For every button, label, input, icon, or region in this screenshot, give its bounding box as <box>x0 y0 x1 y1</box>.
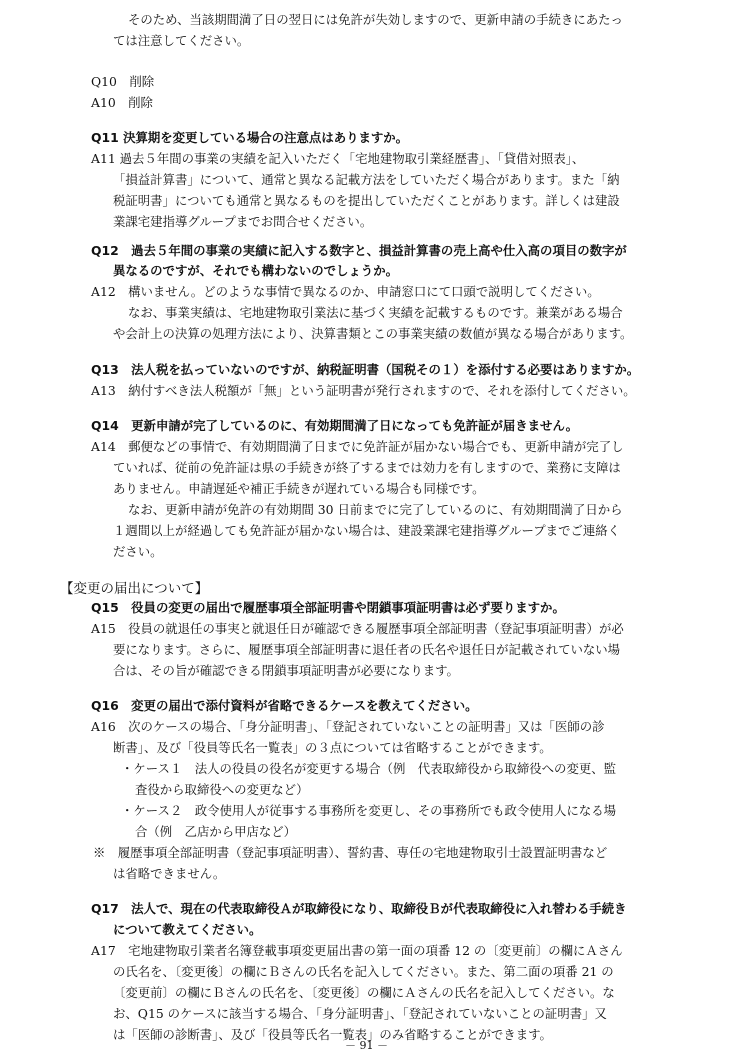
q17-question-line: について教えてください。 <box>113 922 262 937</box>
q15-answer-line: 合は、その旨が確認できる閉鎖事項証明書が必要になります。 <box>113 663 459 678</box>
intro-line: ては注意してください。 <box>113 33 250 48</box>
q17-answer-line: お、Q15 のケースに該当する場合、「身分証明書」、「登記されていないことの証明書」又 <box>113 1006 607 1021</box>
q10-answer: A10 削除 <box>91 95 153 110</box>
q15-answer-line: A15 役員の就退任の事実と就退任日が確認できる履歴事項全部証明書（登記事項証明書）が必 <box>91 621 624 636</box>
q16-note-line: ※ 履歴事項全部証明書（登記事項証明書）、誓約書、専任の宅地建物取引士設置証明書など <box>93 845 608 860</box>
q16-case-line: ・ケース２ 政令使用人が従事する事務所を変更し、その事務所でも政令使用人になる場 <box>121 803 617 818</box>
q11-answer-line: 業課宅建指導グループまでお問合せください。 <box>113 214 373 229</box>
q14-answer-line: １週間以上が経過しても免許証が届かない場合は、建設業課宅建指導グループまでご連絡く <box>113 523 621 538</box>
q13-answer: A13 納付すべき法人税額が「無」という証明書が発行されますので、それを添付してください。 <box>91 383 636 398</box>
q16-question: Q16 変更の届出で添付資料が省略できるケースを教えてください。 <box>91 698 478 713</box>
q17-answer-line: A17 宅地建物取引業者名簿登載事項変更届出書の第一面の項番 12 の〔変更前〕の欄にＡさん <box>91 943 623 958</box>
q16-answer-line: 断書」、及び「役員等氏名一覧表」の３点については省略することができます。 <box>113 740 552 755</box>
q14-answer-line: なお、更新申請が免許の有効期間 30 日前までに完了しているのに、有効期間満了日から <box>128 502 623 517</box>
q11-answer-line: 税証明書」についても通常と異なるものを提出していただくことがあります。詳しくは建設 <box>113 193 620 208</box>
q16-case-line: 査役から取締役への変更など） <box>135 782 309 797</box>
q12-answer-line: なお、事業実績は、宅地建物取引業法に基づく実績を記載するものです。兼業がある場合 <box>128 305 623 320</box>
q14-answer-line: ありません。申請遅延や補正手続きが遅れている場合も同様です。 <box>113 481 485 496</box>
q14-answer-line: ださい。 <box>113 544 163 559</box>
q16-note-line: は省略できません。 <box>113 866 226 881</box>
q14-answer-line: A14 郵便などの事情で、有効期間満了日までに免許証が届かない場合でも、更新申請が完了し <box>91 439 624 454</box>
q12-question-line: 異なるのですが、それでも構わないのでしょうか。 <box>113 263 398 278</box>
q12-answer-line: や会計上の決算の処理方法により、決算書類とこの事業実績の数値が異なる場合があります。 <box>113 326 633 341</box>
q12-question-line: Q12 過去５年間の事業の実績に記入する数字と、損益計算書の売上高や仕入高の項目の数字が <box>91 243 627 258</box>
q14-question: Q14 更新申請が完了しているのに、有効期間満了日になっても免許証が届きません。 <box>91 418 578 433</box>
q16-answer-line: A16 次のケースの場合、「身分証明書」、「登記されていないことの証明書」又は「医師の診 <box>91 719 605 734</box>
q17-answer-line: は「医師の診断書」、及び「役員等氏名一覧表」のみ省略することができます。 <box>113 1027 552 1042</box>
intro-line: そのため、当該期間満了日の翌日には免許が失効しますので、更新申請の手続きにあたっ <box>128 12 623 27</box>
section-heading: 【変更の届出について】 <box>60 581 209 597</box>
q10-question: Q10 削除 <box>91 74 155 89</box>
q15-answer-line: 要になります。さらに、履歴事項全部証明書に退任者の氏名や退任日が記載されていない場 <box>113 642 621 657</box>
q16-case-line: 合（例 乙店から甲店など） <box>135 824 297 839</box>
page-number: － 91 － <box>345 1039 388 1052</box>
q11-answer-line: 「損益計算書」について、通常と異なる記載方法をしていただく場合があります。また「納 <box>113 172 620 187</box>
q17-answer-line: 〔変更前〕の欄にＢさんの氏名を、〔変更後〕の欄にＡさんの氏名を記入してください。な <box>113 985 615 1000</box>
q13-question: Q13 法人税を払っていないのですが、納税証明書（国税その１）を添付する必要はありますか。 <box>91 362 640 377</box>
q12-answer-line: A12 構いません。どのような事情で異なるのか、申請窓口にて口頭で説明してください。 <box>91 284 600 299</box>
q11-answer-line: A11 過去５年間の事業の実績を記入いただく「宅地建物取引業経歴書」、「貸借対照表」、 <box>91 151 585 166</box>
q14-answer-line: ていれば、従前の免許証は県の手続きが終了するまでは効力を有しますので、業務に支障は <box>113 460 621 475</box>
q11-question: Q11 決算期を変更している場合の注意点はありますか。 <box>91 130 409 145</box>
q16-case-line: ・ケース１ 法人の役員の役名が変更する場合（例 代表取締役から取締役への変更、監 <box>121 761 617 776</box>
q17-answer-line: の氏名を、〔変更後〕の欄にＢさんの氏名を記入してください。また、第二面の項番 21 の <box>113 964 614 979</box>
q17-question-line: Q17 法人で、現在の代表取締役Ａが取締役になり、取締役Ｂが代表取締役に入れ替わる手続き <box>91 901 627 916</box>
q15-question: Q15 役員の変更の届出で履歴事項全部証明書や閉鎖事項証明書は必ず要りますか。 <box>91 600 565 615</box>
